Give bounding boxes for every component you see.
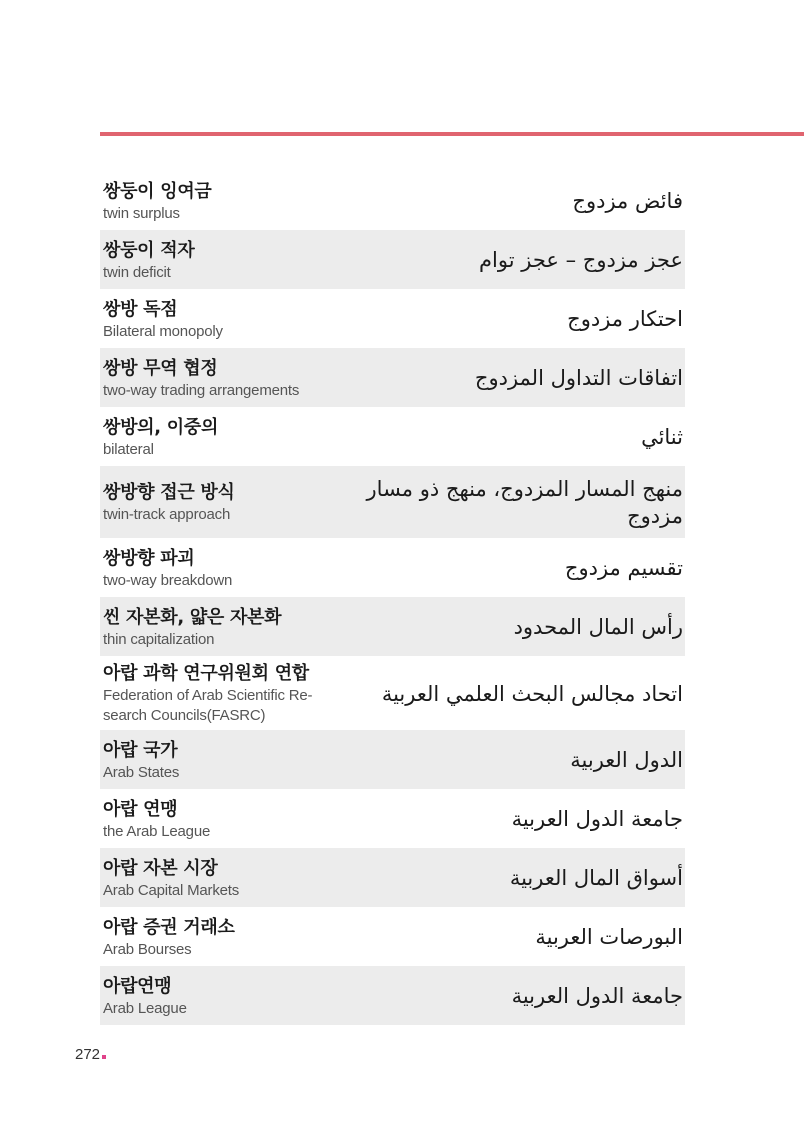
arabic-term: أسواق المال العربية (509, 866, 683, 890)
korean-term: 씬 자본화, 얇은 자본화 (103, 606, 282, 628)
korean-term: 쌍둥이 적자 (103, 239, 195, 261)
english-term: two-way trading arrangements (103, 381, 300, 399)
korean-term: 아랍 과학 연구위원회 연합 (103, 663, 309, 684)
korean-term: 쌍방의, 이중의 (103, 416, 219, 438)
korean-term: 아랍 연맹 (103, 798, 178, 820)
glossary-row (100, 789, 685, 848)
korean-term: 쌍둥이 잉여금 (103, 180, 212, 202)
glossary-row (100, 348, 685, 407)
glossary-row (100, 907, 685, 966)
english-term: twin-track approach (103, 506, 231, 523)
arabic-term: منهج المسار المزدوج، منهج ذو مسار مزدوج (366, 477, 683, 528)
korean-term: 아랍 자본 시장 (103, 857, 218, 879)
glossary-row (100, 848, 685, 907)
glossary-row (100, 407, 685, 466)
glossary-row (100, 289, 685, 348)
glossary-row (100, 466, 685, 538)
arabic-term: تقسيم مزدوج (564, 556, 683, 580)
glossary-table (100, 171, 685, 1025)
glossary-row (100, 171, 685, 230)
english-term: Arab Bourses (103, 940, 192, 958)
english-term: the Arab League (103, 822, 211, 840)
english-term: thin capitalization (103, 630, 215, 648)
arabic-term: جامعة الدول العربية (511, 984, 683, 1008)
glossary-row (100, 597, 685, 656)
english-term: twin deficit (103, 263, 171, 281)
arabic-term: احتكار مزدوج (567, 307, 683, 331)
arabic-term: اتفاقات التداول المزدوج (474, 366, 683, 390)
english-term: Arab Capital Markets (103, 881, 240, 899)
english-term: Federation of Arab Scientific Re-search Councils(FASRC) (103, 687, 313, 724)
header-rule (100, 132, 804, 136)
arabic-term: البورصات العربية (535, 925, 683, 949)
english-term: Arab League (103, 999, 187, 1017)
page-number (75, 1046, 106, 1063)
korean-term: 쌍방향 접근 방식 (103, 482, 235, 503)
arabic-term: الدول العربية (570, 748, 683, 772)
page-number-text: 272 (75, 1046, 101, 1063)
korean-term: 아랍연맹 (103, 975, 172, 997)
arabic-term: ثنائي (641, 425, 683, 449)
english-term: Bilateral monopoly (103, 322, 223, 340)
korean-term: 쌍방 무역 협정 (103, 357, 218, 379)
english-term: two-way breakdown (103, 571, 233, 589)
korean-term: 아랍 증권 거래소 (103, 916, 235, 938)
arabic-term: جامعة الدول العربية (511, 807, 683, 831)
glossary-row (100, 730, 685, 789)
arabic-term: فائض مزدوج (572, 189, 683, 213)
page-dot-icon (102, 1055, 106, 1059)
korean-term: 아랍 국가 (103, 739, 178, 761)
glossary-row (100, 966, 685, 1025)
english-term: bilateral (103, 440, 154, 458)
glossary-row (100, 538, 685, 597)
glossary-row (100, 230, 685, 289)
arabic-term: اتحاد مجالس البحث العلمي العربية (381, 681, 683, 706)
korean-term: 쌍방향 파괴 (103, 547, 195, 569)
arabic-term: عجز مزدوج – عجز توام (479, 248, 683, 272)
english-term: twin surplus (103, 204, 180, 222)
arabic-term: رأس المال المحدود (513, 615, 683, 639)
english-term: Arab States (103, 763, 180, 781)
glossary-row (100, 656, 685, 730)
korean-term: 쌍방 독점 (103, 298, 178, 320)
